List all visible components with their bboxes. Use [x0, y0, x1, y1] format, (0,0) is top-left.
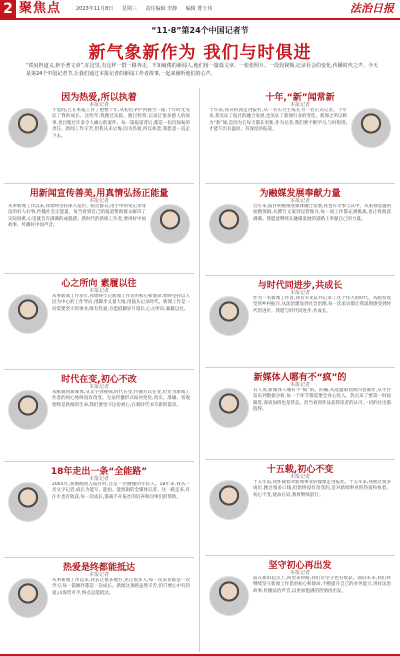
story-card [4, 462, 194, 558]
masthead-meta [76, 5, 219, 12]
story-body: 站在新的起点上,回望来时路,我们有坚守也有收获。面向未来,我们将继续坚守新闻工作者的初心和使命,不断提升自己的业务能力,讲好法治故事,传播法治声音,以更加饱满的热情再出发。 [253, 576, 391, 594]
responsible-editor: 责任编辑 李静 [145, 6, 178, 12]
reporter-photo [8, 294, 48, 334]
reporter-photo [8, 390, 48, 430]
story-card [205, 88, 395, 184]
reporter-photo [8, 108, 48, 148]
section-title: 聚焦点 [19, 1, 62, 16]
story-byline: 本报记者 [289, 474, 310, 480]
reporter-photo [8, 578, 48, 618]
editor: 编辑 曹玉伟 [185, 6, 213, 12]
story-byline: 本报记者 [289, 290, 310, 296]
story-body: 不觉间,已在本报工作了整整十年,从初出茅庐到独当一面,十年时光见证了我的成长。这些年,我跑过法院、跑过检察,记录过很多感人的故事,也目睹过许多令人痛心的案件。每一篇报道背后,都是一份沉甸甸的责任。新闻工作辛苦,但我从未后悔,因为热爱,所以执着,我愿意一直走下去。 [52, 108, 190, 139]
reporter-photo [351, 108, 391, 148]
story-body: 2005年,我刚刚进入报社时,还是一名懵懂的年轻人。18年来,我从一名文字记者,成长为能写、能拍、能剪辑的全媒体记者。这一路走来,有汗水也有收获,每一次成长,都离不开报社的培养和同事们的帮助。 [52, 482, 190, 500]
reporter-photo [209, 388, 249, 428]
reporter-photo [8, 482, 48, 522]
story-byline: 本报记者 [289, 102, 310, 108]
kicker: “11·8”第24个中国记者节 [151, 26, 249, 35]
story-byline: 本报记者 [289, 382, 310, 388]
story-byline: 本报记者 [88, 102, 109, 108]
story-body: 有人说,新媒体人哪有不“疯”的。的确,从选题策划到内容制作,从平台发布到数据分析,每一个环节都需要全身心投入。热点来了要第一时间跟进,深夜加班也是常态。但当看到作品获得读者的认可,一切的付出都值得。 [253, 388, 391, 413]
story-card [205, 460, 395, 556]
story-card [4, 370, 194, 462]
page-number: 2 [0, 0, 16, 18]
story-title: 热爱是终都能抵达 [62, 563, 135, 573]
story-title: 用新闻宣传善美,用真情弘扬正能量 [29, 189, 169, 199]
reporter-photo [209, 576, 249, 616]
page-headline: 新气象新作为 我们与时俱进 [88, 43, 312, 63]
story-body: 从事新闻工作以来,我去过很多地方,见过很多人,每一次采访都是一次学习,每一篇稿件都是一次成长。新闻这条路虽然辛苦,但只要心中有热爱,山海皆可平,终点总能抵达。 [52, 578, 190, 596]
issue-date: 2023年11月8日 [76, 6, 114, 12]
story-card [205, 556, 395, 650]
story-card [4, 88, 194, 184]
story-body: 从事新闻工作以来,我始终坚持深入基层、贴近群众,用手中的笔记录身边的好人好事,传播社会正能量。每当看到自己的报道帮助群众解决了实际困难,心里就会有满满的成就感。新时代的新闻工作者,要讲好中国故事、传播好中国声音。 [8, 204, 146, 229]
story-title: 18年走出一条“全能路” [50, 467, 148, 477]
column-divider [199, 88, 200, 652]
story-body: 作为一名新闻工作者,我有幸见证并记录了这个伟大的时代。从脱贫攻坚到乡村振兴,从法治建设到社会治理,每一次采访都让我深刻感受到时代的进步。我愿与时代同进步,共成长。 [253, 296, 391, 314]
story-title: 十五载,初心不变 [266, 465, 334, 475]
lead-paragraph: “铁肩担道义,妙手著文章”,在这里,有这样一群一路奔走、不知疲倦的新闻人,他们用一篇篇文章、一张张照片、一段段视频,记录社会的变化,传播时代之声。今天是第24个中国记者节,让我们通过本报记者的新闻工作者故事,一起来倾听他们的心声。 [26, 63, 378, 77]
story-byline: 本报记者 [88, 384, 109, 390]
reporter-photo [209, 204, 249, 244]
story-byline: 本报记者 [88, 288, 109, 294]
story-card [4, 184, 194, 274]
story-card [205, 184, 395, 276]
weekday: 星期三 [121, 6, 137, 12]
story-title: 坚守初心再出发 [268, 561, 332, 571]
story-title: 因为热爱,所以执着 [61, 93, 137, 103]
story-body: 从纸媒到新媒体,从文字到视频,时代在变,传播方式在变,但作为新闻工作者的初心始终没有改变。无论传播形式如何变化,真实、准确、客观始终是新闻的生命,我们要坚守这份初心,在新时代书写新的篇章。 [52, 390, 190, 408]
story-body: 十年前,我从校园走进报社,从一名实习生成长为一名正式记者。十年来,我见证了报社的融合发展,也见证了新闻行业的变化。新闻之所以称为“新”闻,是因为它每天都在更新,作为记者,我们要不断学习,与时俱进,才能写出有温度、有深度的报道。 [209, 108, 347, 133]
story-body: 十五年前,我怀揣着对新闻事业的憧憬走进报社。十五年来,我换过很多岗位,跑过很多口线,但始终没有改变的,是对新闻事业的热爱和执着。初心不变,使命在肩,我将继续前行。 [253, 480, 391, 498]
story-card [205, 276, 395, 368]
story-title: 新媒体人哪有不“疯”的 [253, 373, 347, 383]
story-title: 心之所向 素履以往 [61, 279, 137, 289]
story-byline: 本报记者 [88, 198, 109, 204]
story-title: 时代在变,初心不改 [61, 375, 137, 385]
story-byline: 本报记者 [289, 198, 310, 204]
story-byline: 本报记者 [88, 572, 109, 578]
story-title: 为融媒发展奉献力量 [259, 189, 341, 199]
reporter-photo [150, 204, 190, 244]
story-byline: 本报记者 [88, 476, 109, 482]
story-body: 从事新闻工作多年,我始终牢记新闻工作者的初心和使命,始终坚持以人民为中心的工作导向,用脚步丈量大地,用镜头记录时代。新闻工作是一份需要坚守的事业,唯有热爱,方能抵御岁月漫长,心之所向,素履以往。 [52, 294, 190, 312]
story-body: 近年来,报社积极推进媒体融合发展,我也有幸参与其中。从策划选题到拍摄剪辑,从撰写文案到运营账号,每一项工作都充满挑战,也让我收获满满。我愿意继续在融媒发展的道路上奉献自己的力量。 [253, 204, 391, 222]
story-title: 与时代同进步,共成长 [257, 281, 343, 291]
story-card [205, 368, 395, 460]
masthead [0, 0, 400, 20]
story-byline: 本报记者 [289, 570, 310, 576]
story-title: 十年,“新”闻常新 [265, 93, 335, 103]
newspaper-logo: 法治日报 [350, 2, 394, 15]
reporter-photo [209, 480, 249, 520]
story-card [4, 274, 194, 370]
story-card [4, 558, 194, 650]
reporter-photo [209, 296, 249, 336]
